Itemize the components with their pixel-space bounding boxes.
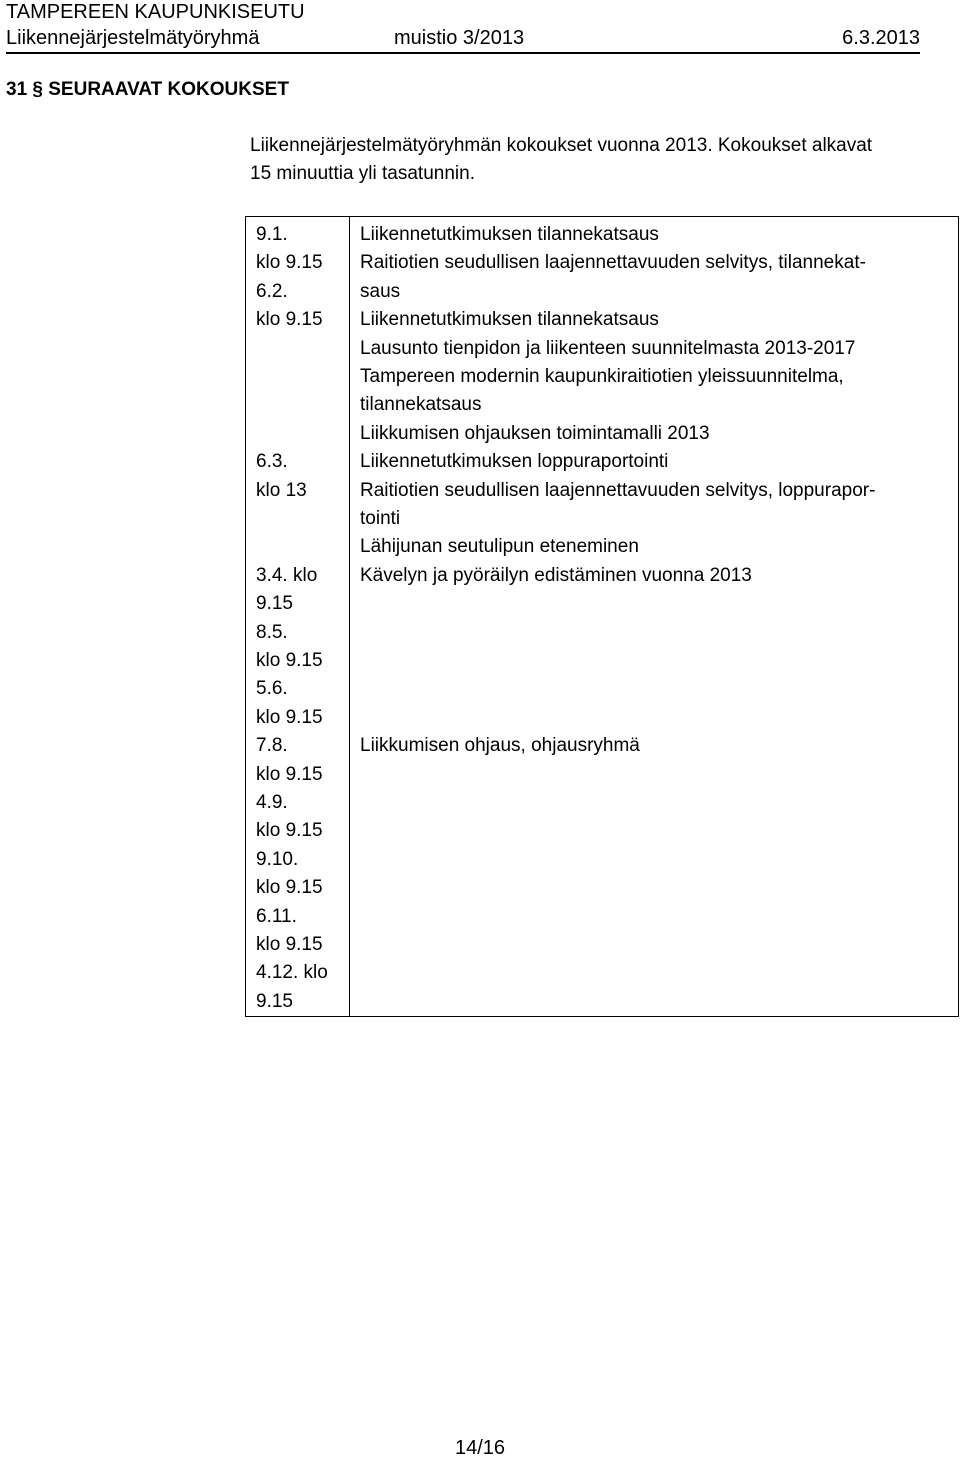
topic-line: Raitiotien seudullisen laajennettavuuden selvitys, loppurapor- <box>360 479 876 501</box>
time-line: klo 9.15 <box>256 934 323 956</box>
header-group-name: Liikennejärjestelmätyöryhmä <box>6 27 260 49</box>
date-line: 8.5. <box>256 621 288 643</box>
date-line: 9.1. <box>256 224 288 245</box>
date-line: 4.9. <box>256 792 288 814</box>
header-memo-number: muistio 3/2013 <box>394 27 525 49</box>
table-row <box>246 217 959 1017</box>
page-number: 14/16 <box>454 1437 506 1459</box>
time-line: klo 9.15 <box>256 309 323 331</box>
time-line: klo 9.15 <box>256 763 323 785</box>
topic-line: Liikennetutkimuksen tilannekatsaus <box>360 224 659 245</box>
time-line: klo 13 <box>256 479 307 501</box>
intro-line: 15 minuuttia yli tasatunnin. <box>250 163 475 184</box>
date-line: 7.8. <box>256 735 288 757</box>
topic-line: Lähijunan seutulipun eteneminen <box>360 536 639 558</box>
time-line: klo 9.15 <box>256 650 323 671</box>
date-line: 5.6. <box>256 678 288 700</box>
topic-line: Tampereen modernin kaupunkiraitiotien yleissuunnitelma, <box>360 366 844 388</box>
date-line: 6.3. <box>256 451 288 473</box>
topic-line: Liikkumisen ohjaus, ohjausryhmä <box>360 735 640 757</box>
header-organization: TAMPEREEN KAUPUNKISEUTU <box>6 1 305 23</box>
date-line: 3.4. klo <box>256 564 318 586</box>
time-line: 9.15 <box>256 990 293 1012</box>
section-title: 31 § SEURAAVAT KOKOUKSET <box>6 79 289 100</box>
topic-line: saus <box>360 280 401 302</box>
header-date: 6.3.2013 <box>842 27 920 49</box>
meeting-topics-cell <box>350 217 959 1017</box>
date-line: 9.10. <box>256 848 299 870</box>
time-line: klo 9.15 <box>256 252 323 274</box>
meeting-dates-cell <box>246 217 350 1017</box>
topic-line: Liikennetutkimuksen tilannekatsaus <box>360 309 659 331</box>
topic-line: Lausunto tienpidon ja liikenteen suunnitelmasta 2013-2017 <box>360 337 856 359</box>
date-line: 4.12. klo <box>256 962 328 984</box>
time-line: klo 9.15 <box>256 706 323 728</box>
topic-line: Kävelyn ja pyöräilyn edistäminen vuonna 2013 <box>360 564 752 586</box>
topic-line: tilannekatsaus <box>360 394 482 416</box>
date-line: 6.2. <box>256 280 288 302</box>
topic-line: Liikkumisen ohjauksen toimintamalli 2013 <box>360 422 710 444</box>
meeting-schedule-table <box>245 216 959 1017</box>
intro-line: Liikennejärjestelmätyöryhmän kokoukset vuonna 2013. Kokoukset alkavat <box>250 135 873 156</box>
time-line: klo 9.15 <box>256 820 323 842</box>
topic-line: Liikennetutkimuksen loppuraportointi <box>360 451 669 473</box>
header-bar <box>6 26 920 54</box>
topic-line: tointi <box>360 508 401 530</box>
time-line: 9.15 <box>256 593 293 615</box>
time-line: klo 9.15 <box>256 877 323 899</box>
intro-paragraph <box>250 132 950 188</box>
date-line: 6.11. <box>256 905 297 927</box>
topic-line: Raitiotien seudullisen laajennettavuuden selvitys, tilannekat- <box>360 252 866 274</box>
